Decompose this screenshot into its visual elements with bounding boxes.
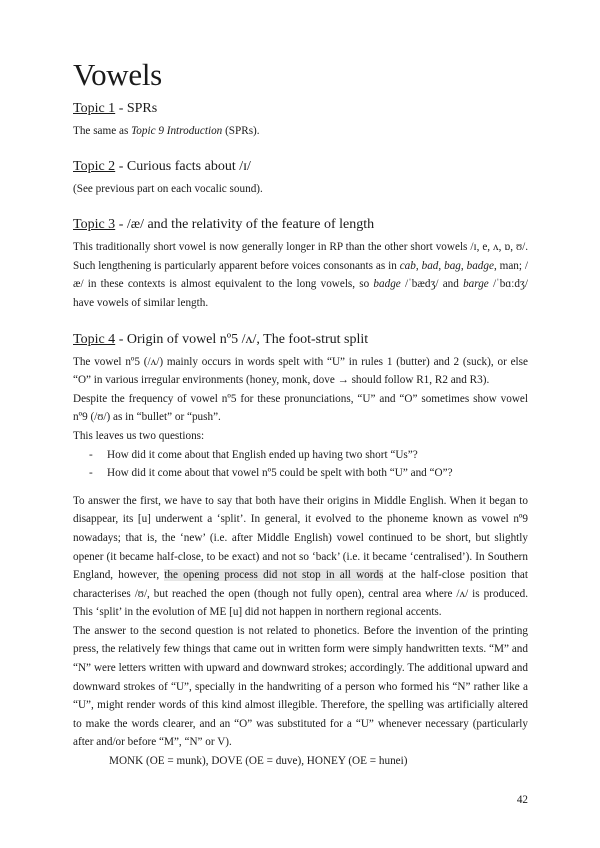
topic-1-section	[73, 100, 528, 141]
t3-word-badge: badge	[466, 259, 494, 272]
topic-4-paragraph-1: The vowel nº5 (/ʌ/) mainly occurs in words spelt with “U” in rules 1 (butter) and 2 (suck), or else “O” in various irregular environments (honey, monk, dove → should follow R1, R2 and R3).	[73, 355, 528, 387]
questions-list	[73, 446, 528, 483]
t3-word-cab: cab	[399, 259, 416, 272]
t3-word-badge-2: badge	[373, 278, 401, 291]
topic-1-label: Topic 1	[73, 101, 116, 116]
t3-text-b: , man; /æ/ in these contexts is almost equivalent to the long vowels, so	[73, 259, 529, 291]
topic-2-heading	[73, 158, 528, 176]
topic-2-text: (See previous part on each vocalic sound).	[73, 182, 263, 195]
topic-3-paragraph	[73, 238, 528, 312]
list-item	[73, 464, 528, 483]
topic-3-label: Topic 3	[73, 217, 116, 233]
page-title: Vowels	[73, 57, 162, 92]
topic-4-heading	[73, 331, 528, 349]
topic-1-heading-text: - SPRs	[115, 101, 158, 116]
topic-4-paragraph-3: This leaves us two questions:	[73, 429, 205, 442]
topic-1-text-b: (SPRs).	[222, 125, 260, 137]
topic-4-section	[73, 331, 528, 771]
t3-comma-2: ,	[438, 259, 445, 272]
t3-text-d: /ˈbɑːdʒ/ have vowels of similar length.	[73, 278, 528, 309]
topic-4-paragraph-5: The answer to the second question is not related to phonetics. Before the invention of the printing press, the relatively few things that came out in written form were simply handwritten texts. “M” and “N” were letters written with upward and downward strokes; accordingly. The additional upward and downward strokes of “U”, specially in the handwriting of a person who formed his “N” rather like a “U”, might render words of this kind almost illegible. Therefore, the spelling was artificially altered to make the words clearer, and an “O” was substituted for a “U” whenever necessary (particularly after and/or before “M”, “N” or V).	[73, 624, 528, 749]
t3-comma-3: ,	[460, 259, 467, 272]
t3-word-barge: barge	[463, 278, 489, 291]
topic-4-heading-text: - Origin of vowel nº5 /ʌ/, The foot-strut split	[115, 331, 369, 347]
topic-4-label: Topic 4	[73, 331, 116, 347]
t3-text-a: This traditionally short vowel is now generally longer in RP than the other short vowels /ɪ, e, ʌ, ɒ, ʊ/. Such lengthening is particularly apparent before voices consonants as in	[73, 241, 528, 272]
topic-4-paragraph-4	[73, 492, 528, 622]
list-dash: -	[89, 448, 93, 461]
question-1: How did it come about that English ended up having two short “Us”?	[107, 448, 418, 461]
highlighted-text: the opening process did not stop in all words	[164, 569, 384, 582]
topic-2-heading-text: - Curious facts about /ɪ/	[115, 158, 251, 174]
topic-3-heading-text: - /æ/ and the relativity of the feature of length	[115, 217, 375, 233]
topic-2-label: Topic 2	[73, 158, 116, 174]
t3-word-bag: bag	[444, 259, 461, 272]
list-item	[73, 446, 528, 465]
topic-4-paragraph-2: Despite the frequency of vowel nº5 for these pronunciations, “U” and “O” sometimes show vowel nº9 (/ʊ/) as in “bullet” or “push”.	[73, 392, 528, 424]
t3-text-c: /ˈbædʒ/ and	[400, 278, 464, 291]
page-content	[73, 56, 528, 771]
topic-3-heading	[73, 216, 528, 234]
examples-line: MONK (OE = munk), DOVE (OE = duve), HONEY (OE = hunei)	[109, 755, 408, 768]
t4-p4-text-b: at the half-close position that characterises /ʊ/, but reached the open (though not fully open), central area where /ʌ/ is produced. This ‘split’ in the evolution of ME [u] did not happen in northern regional accents.	[73, 569, 528, 619]
page-number: 42	[516, 794, 528, 806]
t4-p4-text-a: To answer the first, we have to say that both have their origins in Middle English. When it began to disappear, its [u] underwent a ‘split’. In general, it evolved to the phoneme known as vowel nº9 nowadays; that is, the ‘new’ (i.e. after Middle English) vowel continued to be short, but slightly opener (it became half-close, to be exact) and not so ‘back’ (i.e. it became ‘centralised’). In Southern England, however,	[73, 494, 528, 582]
t3-word-bad: bad	[421, 259, 439, 272]
list-dash: -	[89, 467, 93, 480]
topic-2-section	[73, 158, 528, 199]
topic-1-text	[73, 122, 528, 141]
topic-3-section	[73, 216, 528, 312]
topic-1-heading	[73, 100, 528, 118]
topic-1-text-a: The same as	[73, 125, 132, 137]
t3-comma-1: ,	[415, 259, 422, 272]
topic-1-text-italic: Topic 9 Introduction	[131, 125, 223, 137]
question-2: How did it come about that vowel nº5 could be spelt with both “U” and “O”?	[107, 467, 453, 480]
